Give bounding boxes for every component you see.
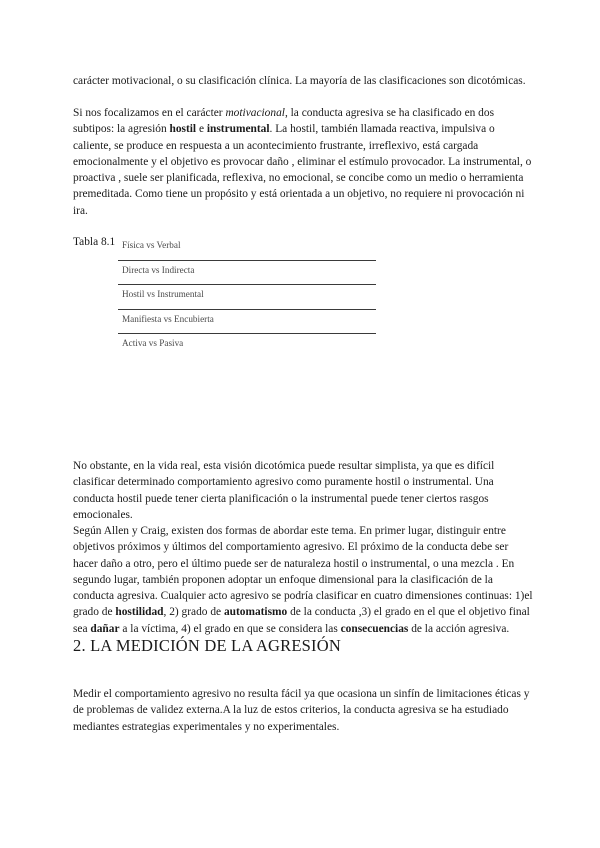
table-row	[118, 310, 376, 335]
table-cell: Directa vs Indirecta	[122, 264, 195, 275]
table-cell: Física vs Verbal	[122, 240, 181, 250]
paragraph-2-part-b: , la conducta agresiva se ha clasificado en dos subtipos: la agresión	[73, 107, 494, 136]
paragraph-3: No obstante, en la vida real, esta visión dicotómica puede resultar simplista, ya que es difícil clasificar determinado comportamiento agresivo como puramente hostil o instrumental. Una conducta hostil puede tener cierta planificación o la instrumental puede tener ciertos rasgos emocionales.	[73, 460, 495, 521]
table-label: Tabla 8.1	[73, 236, 116, 248]
paragraph-4-part-e: de la acción agresiva.	[408, 622, 510, 635]
paragraph-2	[73, 105, 533, 219]
bold-consecuencias: consecuencias	[340, 622, 409, 635]
table-cell: Hostil vs Instrumental	[122, 289, 204, 300]
classification-table	[118, 236, 376, 358]
bold-hostil: hostil	[169, 123, 197, 136]
table-cell: Manifiesta vs Encubierta	[122, 313, 214, 324]
paragraph-4-part-c: de la conducta ,3) el grado en el que el objetivo final sea	[73, 606, 530, 635]
paragraph-1: carácter motivacional, o su clasificación clínica. La mayoría de las clasificaciones son dicotómicas.	[73, 75, 526, 87]
table-row	[118, 285, 376, 310]
paragraph-4-part-a: Según Allen y Craig, existen dos formas de abordar este tema. En primer lugar, distinguir entre objetivos próximos y últimos del comportamiento agresivo. El próximo de la conducta debe ser hacer daño a otro, pero el último puede ser de naturaleza hostil o instrumental, o una mezcla . En segundo lugar, también proponen adoptar un enfoque dimensional para la clasificación de la conducta agresiva. Cualquier acto agresivo se podría clasificar en cuatro dimensiones continuas: 1)el grado de	[73, 525, 533, 619]
italic-motivacional: motivacional	[225, 107, 285, 119]
bold-automatismo: automatismo	[223, 606, 288, 619]
paragraph-4-part-b: , 2) grado de	[163, 606, 224, 619]
table-cell: Activa vs Pasiva	[122, 338, 184, 349]
section-heading: 2. LA MEDICIÓN DE LA AGRESIÓN	[73, 636, 341, 655]
table-row	[118, 334, 376, 358]
bold-instrumental: instrumental	[206, 123, 270, 136]
paragraph-2-part-d: . La hostil, también llamada reactiva, impulsiva o caliente, se produce en respuesta a un acontecimiento frustrante, irreflexivo, está cargada emocionalmente y el objetivo es provocar daño , eliminar el estímulo provocador. La instrumental, o proactiva , suele ser planificada, reflexiva, no emocional, se concibe como un medio o herramienta premeditada. Como tiene un propósito y está orientada a un objetivo, no requiere ni provocación ni ira.	[73, 123, 532, 217]
table-row	[118, 261, 376, 286]
bold-hostilidad: hostilidad	[115, 606, 164, 619]
paragraph-4-part-d: a la víctima, 4) el grado en que se considera las	[119, 622, 341, 635]
table-row	[118, 236, 376, 261]
bold-danar: dañar	[90, 622, 120, 635]
paragraph-2-part-a: Si nos focalizamos en el carácter	[73, 107, 226, 119]
paragraph-2-part-c: e	[196, 123, 207, 136]
paragraph-5: Medir el comportamiento agresivo no resulta fácil ya que ocasiona un sinfín de limitaciones éticas y de problemas de validez externa.A la luz de estos criterios, la conducta agresiva se ha estudiado mediantes estrategias experimentales y no experimentales.	[73, 688, 530, 733]
paragraph-4	[73, 523, 533, 637]
